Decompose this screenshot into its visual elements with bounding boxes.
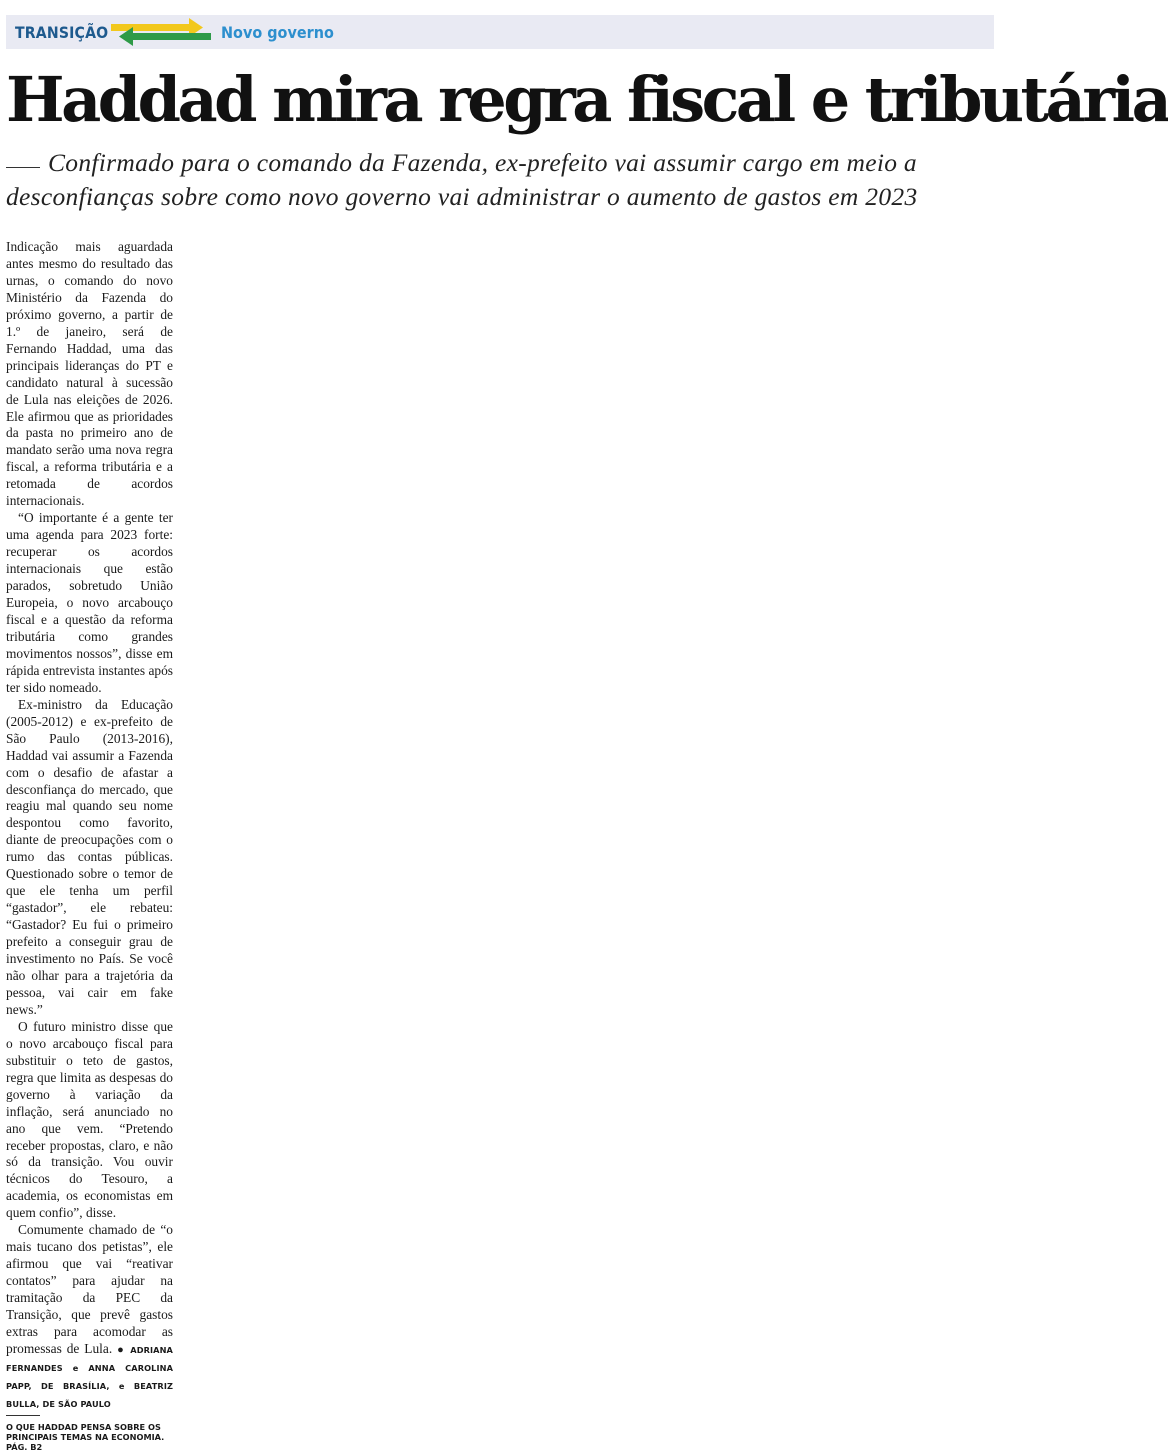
article-paragraph-last [6, 1222, 173, 1412]
footer-rule [6, 1415, 40, 1416]
byline-author-1: ADRIANA FERNANDES [6, 1344, 173, 1373]
end-bullet-icon: ● [117, 1343, 126, 1356]
transition-arrows-icon [107, 17, 215, 47]
byline-author-3: BEATRIZ BULLA, DE SÃO PAULO [6, 1380, 173, 1409]
related-story-reference: O QUE HADDAD PENSA SOBRE OS PRINCIPAIS TEMAS NA ECONOMIA. PÁG. B2 [6, 1422, 165, 1452]
article-paragraph-text: Comumente chamado de “o mais tucano dos petistas”, ele afirmou que vai “reativar contatos” para ajudar na tramitação da PEC da Transição, que prevê gastos extras para acomodar as promessas de Lula. [6, 1222, 173, 1356]
byline-conjunction: e [72, 1362, 79, 1373]
subsection-label: Novo governo [221, 22, 334, 42]
byline-author-2: ANNA CAROLINA PAPP, DE BRASÍLIA, [6, 1362, 174, 1391]
byline-conjunction: e [118, 1380, 125, 1391]
headline: Haddad mira regra fiscal e tributária [6, 63, 1168, 136]
deck-rule [6, 167, 40, 168]
deck [6, 146, 996, 214]
article-paragraph: “O importante é a gente ter uma agenda para 2023 forte: recuperar os acordos internacionais que estão parados, sobretudo União Europeia, o novo arcabouço fiscal e a questão da reforma tributária como grandes movimentos nossos”, disse em rápida entrevista instantes após ter sido nomeado. [6, 510, 173, 695]
section-header-bar [6, 15, 994, 49]
deck-text: Confirmado para o comando da Fazenda, ex-prefeito vai assumir cargo em meio a desconfianças sobre como novo governo vai administrar o aumento de gastos em 2023 [6, 148, 918, 211]
article-paragraph: Indicação mais aguardada antes mesmo do resultado das urnas, o comando do novo Ministério da Fazenda do próximo governo, a partir de 1.º de janeiro, será de Fernando Haddad, uma das principais lideranças do PT e candidato natural à sucessão de Lula nas eleições de 2026. Ele afirmou que as prioridades da pasta no primeiro ano de mandato serão uma nova regra fiscal, a reforma tributária e a retomada de acordos internacionais. [6, 239, 173, 509]
section-label: TRANSIÇÃO [15, 22, 109, 42]
article-body [6, 239, 173, 1413]
article-paragraph: Ex-ministro da Educação (2005-2012) e ex-prefeito de São Paulo (2013-2016), Haddad vai assumir a Fazenda com o desafio de afastar a desconfiança do mercado, que reagiu mal quando seu nome despontou como favorito, diante de preocupações com o rumo das contas públicas. Questionado sobre o temor de que ele tenha um perfil “gastador”, ele rebateu: “Gastador? Eu fui o primeiro prefeito a conseguir grau de investimento no País. Se você não olhar para a trajetória da pessoa, vai cair em fake news.” [6, 696, 173, 1017]
article-paragraph: O futuro ministro disse que o novo arcabouço fiscal para substituir o teto de gastos, regra que limita as despesas do governo à variação da inflação, será anunciado no ano que vem. “Pretendo receber propostas, claro, e não só da transição. Vou ouvir técnicos do Tesouro, a academia, os economistas em quem confio”, disse. [6, 1018, 173, 1221]
